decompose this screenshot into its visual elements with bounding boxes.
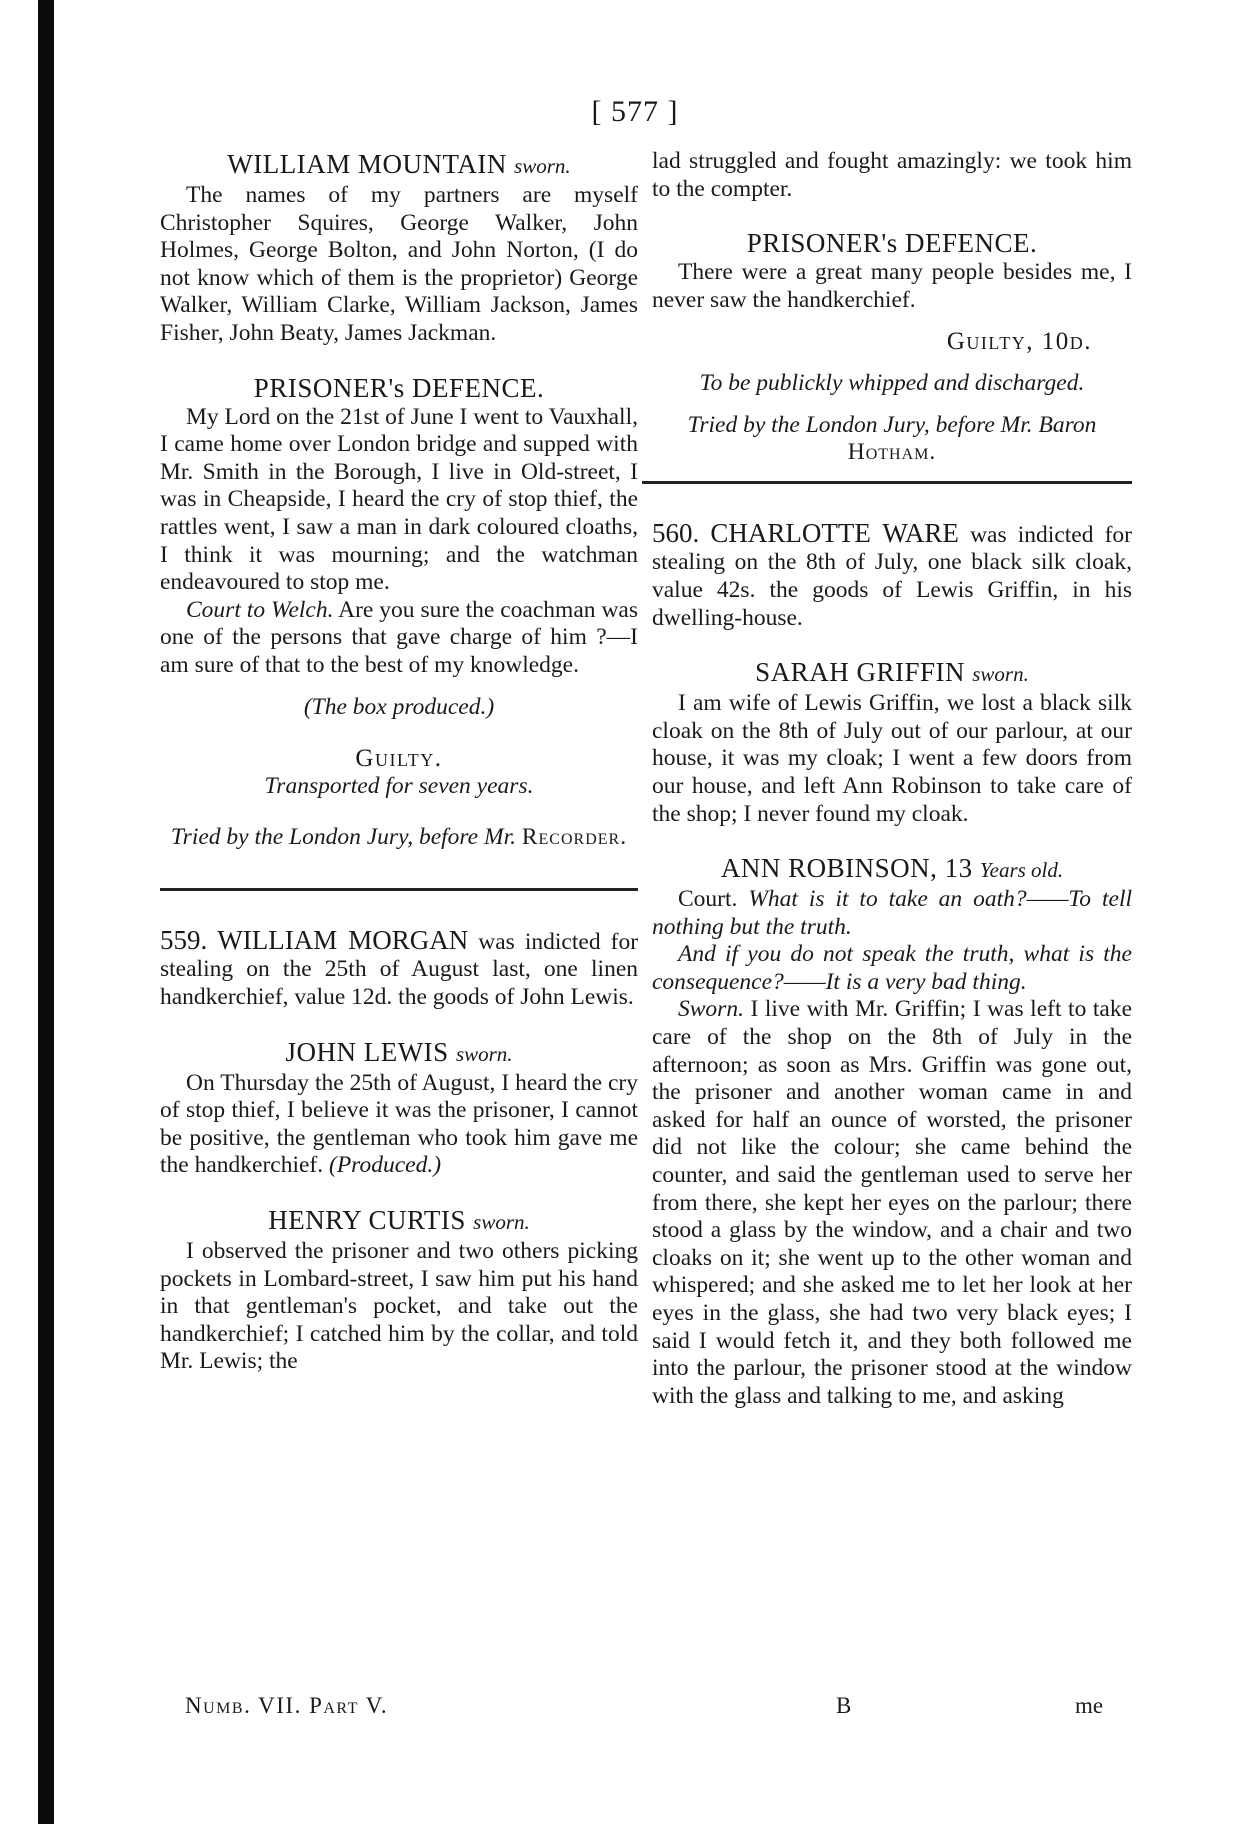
paragraph-defence: There were a great many people besides me, I never saw the handkerchief. (652, 259, 1132, 313)
signature-mark: B (836, 1693, 852, 1718)
paragraph-partners: The names of my partners are myself Christopher Squires, George Walker, John Holmes, George Bolton, and John Norton, (I do not know which of them is the proprietor) George Walker, William Clarke, William Jackson, James Fisher, John Beaty, James Jackman. (160, 182, 638, 346)
witness-status: sworn. (455, 1041, 513, 1066)
sentence: Transported for seven years. (264, 772, 534, 799)
paragraph-john-lewis (160, 1070, 638, 1180)
heading-ann-robinson (652, 852, 1132, 886)
paragraph-court-to-welch (160, 597, 638, 680)
left-column (160, 148, 638, 1376)
verdict: Guilty, 10d. (946, 328, 1092, 356)
heading-john-lewis (160, 1036, 638, 1070)
witness-status: sworn. (972, 662, 1029, 687)
witness-status: Years old. (979, 858, 1064, 883)
speaker-label: Sworn. (678, 996, 744, 1023)
trial-note (652, 412, 1132, 467)
paragraph-henry-curtis: I observed the prisoner and two others picking pockets in Lombard-street, I saw him put his hand in that gentleman's pocket, and take out the handkerchief; I catched him by the collar, and told Mr. Lewis; the (160, 1238, 638, 1375)
produced-note: (Produced.) (329, 1152, 442, 1179)
right-column (652, 148, 1132, 1410)
indictment-text: was indicted for stealing on the 8th of July, one black silk cloak, value 42s. the goods of Lewis Griffin, in his dwelling-house. (652, 521, 1132, 631)
page-number: [ 577 ] (591, 95, 679, 128)
witness-name: SARAH GRIFFIN (755, 657, 965, 688)
verdict: Guilty. (355, 745, 443, 773)
speech-text: Are you sure the coachman was one of the persons that gave charge of him ?—I am sure of that to the best of my knowledge. (160, 596, 639, 678)
trial-note (160, 824, 638, 852)
paragraph-oath-question (652, 886, 1132, 941)
testimony-text: I live with Mr. Griffin; I was left to take care of the shop on the 8th of July in the afternoon; as soon as Mrs. Griffin was gone out, the prisoner and another woman came in and asked for half an ounce of worsted, the prisoner did not like the colour; she came behind the counter, and said the gentleman used to serve her from there, she kept her eyes on the parlour; there stood a glass by the window, and a chair and two cloaks on it; she went up to the other woman and whispered; and she asked me to let her look at her eyes in the glass, she had two very black eyes; I said I would fetch it, and they both followed me into the parlour, the prisoner stood at the window with the glass and talking to me, and asking (652, 996, 1132, 1409)
case-559-indictment (160, 924, 639, 1012)
paragraph-defence: My Lord on the 21st of June I went to Vauxhall, I came home over London bridge and supped with Mr. Smith in the Borough, I live in Old-street, I was in Cheapside, I heard the cry of stop thief, the rattles went, I saw a man in dark coloured cloaths, I think it was mourning; and the watchman endeavoured to stop me. (160, 403, 638, 596)
heading-prisoners-defence: PRISONER's DEFENCE. (746, 228, 1038, 259)
trial-note-text: Tried by the London Jury, before Mr. Baron (687, 411, 1097, 438)
paragraph-consequence: And if you do not speak the truth, what is the consequence?——It is a very bad thing. (652, 941, 1132, 995)
witness-name: WILLIAM MOUNTAIN (227, 149, 507, 179)
trial-note-text: Tried by the London Jury, before Mr. (170, 824, 516, 851)
paragraph-continued: lad struggled and fought amazingly: we took him to the compter. (652, 148, 1132, 202)
issue-number: Numb. VII. Part V. (185, 1693, 389, 1718)
oath-exchange: What is it to take an oath?——To tell nothing but the truth. (652, 886, 1132, 940)
trial-note-judge: Hotham. (847, 439, 937, 466)
testimony-text: On Thursday the 25th of August, I heard the cry of stop thief, I believe it was the prisoner, I cannot be positive, the gentleman who took him gave me the handkerchief. (160, 1069, 638, 1179)
witness-status: sworn. (473, 1210, 530, 1235)
case-number: 560. (652, 517, 700, 548)
speaker-label: Court. (678, 886, 738, 913)
case-number: 559. (160, 924, 208, 955)
box-produced-note: (The box produced.) (303, 693, 495, 720)
witness-status: sworn. (514, 154, 571, 178)
heading-prisoners-defence: PRISONER's DEFENCE. (253, 372, 545, 403)
speaker-label: Court to Welch. (186, 596, 334, 623)
heading-henry-curtis (160, 1204, 638, 1238)
indictment-text: was indicted for stealing on the 25th of August last, one linen handkerchief, value 12d. the goods of John Lewis. (160, 928, 639, 1011)
defendant-name: WILLIAM MORGAN (217, 924, 469, 955)
heading-sarah-griffin (652, 656, 1132, 690)
catchword: me (1075, 1693, 1104, 1718)
witness-name: JOHN LEWIS (285, 1036, 449, 1067)
heading-william-mountain (160, 148, 638, 182)
defendant-name: CHARLOTTE WARE (710, 517, 959, 548)
paragraph-sarah-griffin: I am wife of Lewis Griffin, we lost a black silk cloak on the 8th of July out of our parlour, at our house, it was my cloak; I went a few doors from our house, and left Ann Robinson to take care of the shop; I never found my cloak. (652, 690, 1132, 827)
trial-note-judge: Recorder. (521, 824, 628, 851)
sentence: To be publickly whipped and discharged. (699, 369, 1085, 396)
book-spine-shadow (38, 0, 54, 1824)
witness-name: HENRY CURTIS (268, 1205, 466, 1236)
paragraph-ann-robinson (652, 996, 1132, 1410)
case-560-indictment (652, 517, 1132, 632)
witness-name: ANN ROBINSON, 13 (720, 853, 973, 884)
